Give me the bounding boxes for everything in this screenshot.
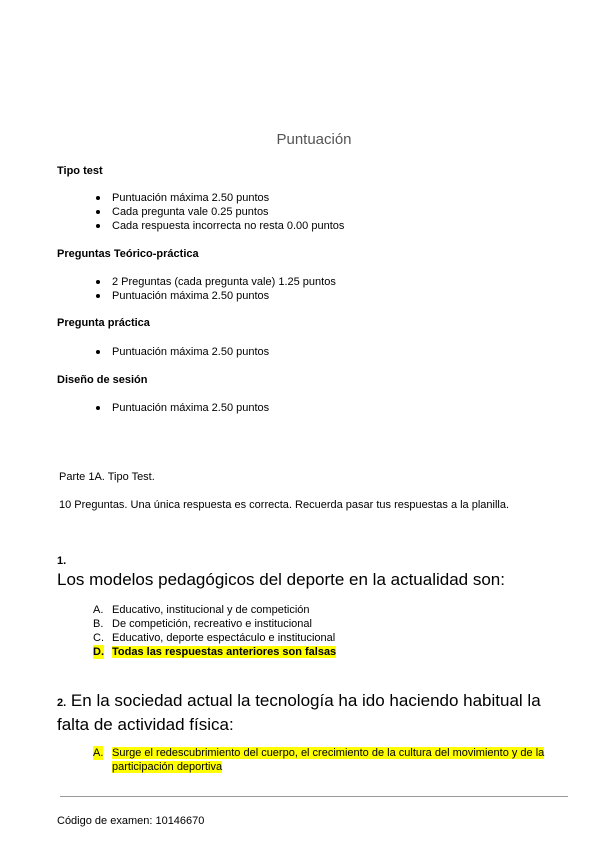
question-2-text: En la sociedad actual la tecnología ha ido haciendo habitual la falta de actividad física: [57, 691, 541, 734]
list-item: Puntuación máxima 2.50 puntos [95, 401, 269, 415]
section-list-teorico-practica [95, 275, 336, 303]
option-text-highlighted: Todas las respuestas anteriores son falsas [112, 646, 337, 658]
question-1-options [93, 603, 336, 659]
option-d-correct [93, 645, 336, 659]
question-1-text: Los modelos pedagógicos del deporte en la actualidad son: [57, 570, 505, 589]
option-text: Educativo, institucional y de competición [112, 604, 310, 616]
section-list-diseno-sesion [95, 401, 269, 415]
option-letter: D. [93, 646, 104, 658]
list-item: Cada respuesta incorrecta no resta 0.00 puntos [95, 219, 344, 233]
question-2-options [93, 746, 560, 774]
part-title: Parte 1A. Tipo Test. [59, 471, 155, 483]
page-title: Puntuación [276, 131, 352, 148]
section-heading-pregunta-practica: Pregunta práctica [57, 317, 150, 329]
option-letter: B. [93, 618, 104, 630]
list-item: Puntuación máxima 2.50 puntos [95, 191, 344, 205]
instructions: 10 Preguntas. Una única respuesta es correcta. Recuerda pasar tus respuestas a la planilla. [59, 499, 510, 511]
section-list-tipo-test [95, 191, 344, 233]
option-letter: A. [93, 747, 104, 759]
question-2 [57, 690, 567, 735]
list-item: Puntuación máxima 2.50 puntos [95, 345, 269, 359]
option-b [93, 617, 336, 631]
option-letter: A. [93, 604, 104, 616]
footer-divider [60, 796, 568, 797]
option-a-correct [93, 746, 560, 774]
section-heading-diseno-sesion: Diseño de sesión [57, 374, 148, 386]
option-text: Educativo, deporte espectáculo e institucional [112, 632, 336, 644]
option-text: De competición, recreativo e institucional [112, 618, 312, 630]
option-a [93, 603, 336, 617]
question-1-number: 1. [57, 555, 67, 567]
section-heading-teorico-practica: Preguntas Teórico-práctica [57, 248, 199, 260]
section-heading-tipo-test: Tipo test [57, 165, 103, 177]
option-c [93, 631, 336, 645]
exam-code: Código de examen: 10146670 [57, 815, 205, 827]
list-item: Puntuación máxima 2.50 puntos [95, 289, 336, 303]
section-list-pregunta-practica [95, 345, 269, 359]
option-text-highlighted: Surge el redescubrimiento del cuerpo, el crecimiento de la cultura del movimiento y de la participación deportiva [112, 747, 545, 773]
list-item: 2 Preguntas (cada pregunta vale) 1.25 puntos [95, 275, 336, 289]
list-item: Cada pregunta vale 0.25 puntos [95, 205, 344, 219]
question-2-number: 2. [57, 697, 67, 709]
option-letter: C. [93, 632, 104, 644]
